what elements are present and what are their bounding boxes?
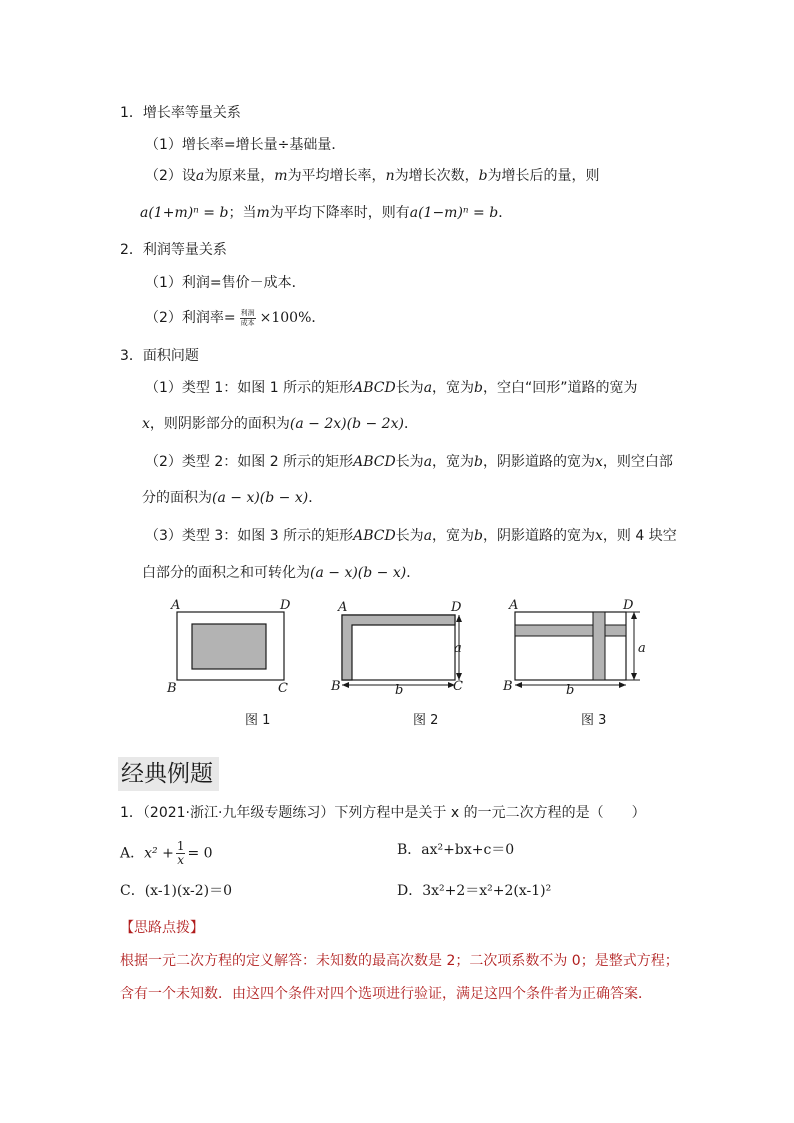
hint-line2: 含有一个未知数．由这四个条件对四个选项进行验证，满足这四个条件者为正确答案． xyxy=(120,986,652,1002)
figure-3 xyxy=(500,595,650,704)
fig2-label-D: D xyxy=(451,600,462,615)
fig2-label-a: a xyxy=(454,641,462,656)
section3-type2-line1: （2）类型 2：如图 2 所示的矩形ABCD长为a，宽为b，阴影道路的宽为x，则空白部 xyxy=(145,454,673,470)
section2-line2: （2）利润率= $\frac{\text{利润}}{\text{成本}}$ ×100%． xyxy=(145,308,326,327)
fig1-caption: 图 1 xyxy=(245,713,271,728)
fig2-label-b: b xyxy=(395,683,404,698)
fig3-caption: 图 3 xyxy=(581,713,607,728)
figure-2 xyxy=(330,595,480,704)
section3-type3-line2: 白部分的面积之和可转化为(a − x)(b − x)． xyxy=(142,565,421,581)
question-1: 1．（2021·浙江·九年级专题练习）下列方程中是关于 x 的一元二次方程的是（ ） xyxy=(120,805,646,821)
fig3-label-a: a xyxy=(638,641,646,656)
fig1-label-C: C xyxy=(278,681,288,696)
fig3-vertical-road xyxy=(593,612,605,680)
section1-line3: a(1+m)ⁿ = b；当m为平均下降率时，则有a(1−m)ⁿ = b． xyxy=(140,205,513,221)
fig1-label-B: B xyxy=(167,681,177,696)
option-a[interactable]: A．x² + $\frac{1}{x}$ = 0 xyxy=(120,839,213,867)
fig2-caption: 图 2 xyxy=(413,713,439,728)
option-d[interactable]: D．3x²+2＝x²+2(x-1)² xyxy=(397,883,552,899)
option-c[interactable]: C．(x-1)(x-2)＝0 xyxy=(120,883,233,899)
fig3-label-A: A xyxy=(509,598,519,613)
section1-line1: （1）增长率=增长量÷基础量． xyxy=(145,137,346,153)
hint-line1: 根据一元二次方程的定义解答：未知数的最高次数是 2；二次项系数不为 0；是整式方程； xyxy=(120,953,679,969)
figure-1 xyxy=(160,595,300,704)
fig1-label-A: A xyxy=(171,598,181,613)
section1-title: 1．增长率等量关系 xyxy=(120,105,241,121)
fig2-label-B: B xyxy=(331,679,341,694)
fig3-label-D: D xyxy=(623,598,634,613)
section1-line2: （2）设a为原来量，m为平均增长率，n为增长次数，b为增长后的量，则 xyxy=(145,168,600,184)
section3-type3-line1: （3）类型 3：如图 3 所示的矩形ABCD长为a，宽为b，阴影道路的宽为x，则 4 块空 xyxy=(145,528,677,544)
hint-title: 【思路点拨】 xyxy=(120,920,204,936)
fig1-label-D: D xyxy=(280,598,291,613)
fig3-label-b: b xyxy=(566,683,575,698)
fig3-label-B: B xyxy=(503,679,513,694)
profit-rate-fraction: $\frac{\text{利润}}{\text{成本}}$ xyxy=(240,308,255,327)
fig3-horizontal-road xyxy=(515,625,626,636)
examples-heading: 经典例题 xyxy=(118,757,219,791)
fig2-label-A: A xyxy=(338,600,348,615)
fig1-shaded-rect xyxy=(192,624,266,669)
fig3-outer-rect xyxy=(515,612,626,680)
section3-type2-line2: 分的面积为(a − x)(b − x)． xyxy=(142,490,323,506)
section3-type1-line1: （1）类型 1：如图 1 所示的矩形ABCD长为a，宽为b，空白“回形”道路的宽为 xyxy=(145,380,638,396)
section3-type1-line2: x，则阴影部分的面积为(a − 2x)(b − 2x)． xyxy=(142,416,418,432)
fig2-label-C: C xyxy=(453,679,463,694)
section2-title: 2．利润等量关系 xyxy=(120,242,227,258)
option-b[interactable]: B．ax²+bx+c＝0 xyxy=(397,842,515,858)
option-a-fraction: $\frac{1}{x}$ xyxy=(176,839,185,867)
section3-title: 3．面积问题 xyxy=(120,348,199,364)
section2-line1: （1）利润=售价－成本． xyxy=(145,275,306,291)
